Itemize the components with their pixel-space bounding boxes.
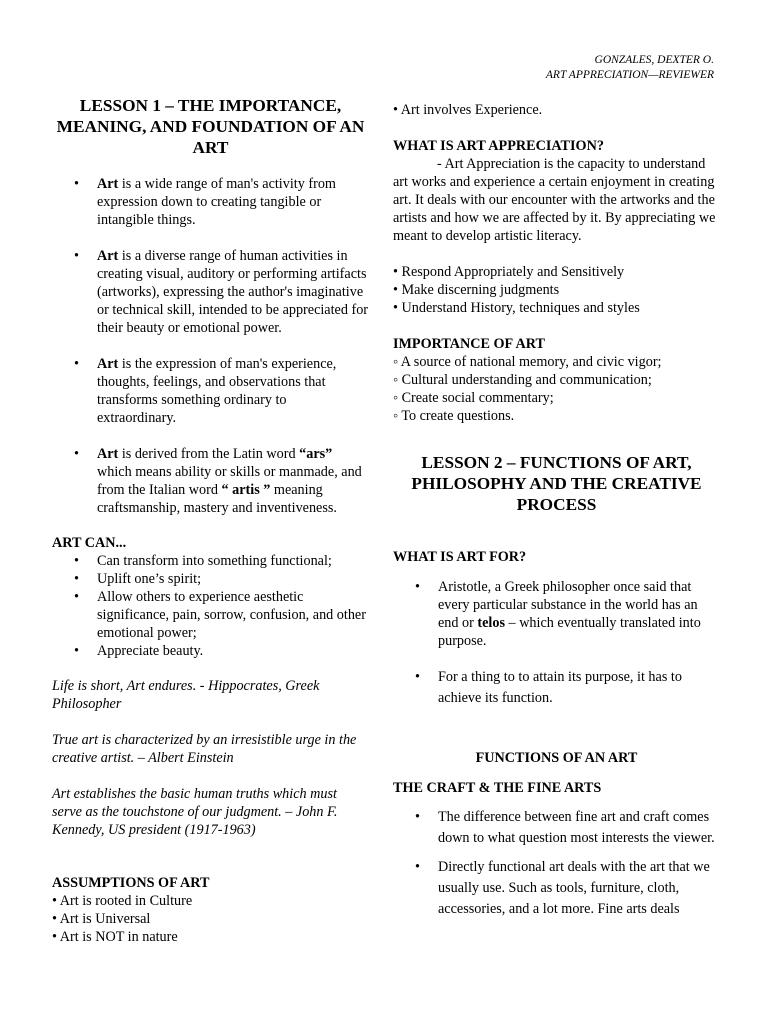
list-item: • Allow others to experience aesthetic significance, pain, sorrow, confusion, and other emotional power; (52, 588, 369, 642)
author-name: GONZALES, DEXTER O. (594, 54, 714, 66)
quote: Art establishes the basic human truths which must serve as the touchstone of our judgment. – John F. Kennedy, US president (1917-1963) (52, 786, 338, 838)
list-item: ◦ Cultural understanding and communication; (393, 372, 652, 388)
list-item: • Can transform into something functional; (52, 552, 369, 570)
left-column (52, 95, 369, 946)
list-item: ◦ A source of national memory, and civic vigor; (393, 354, 662, 370)
list-item: ◦ Create social commentary; (393, 390, 554, 406)
appreciation-heading: WHAT IS ART APPRECIATION? (393, 138, 604, 154)
craft-heading: THE CRAFT & THE FINE ARTS (393, 780, 602, 796)
list-item: • Art is NOT in nature (52, 929, 178, 945)
list-item: • Respond Appropriately and Sensitively (393, 264, 625, 280)
list-item: • Directly functional art deals with the art that we usually use. Such as tools, furniture, cloth, accessories, and a lot more. Fine arts deals (393, 857, 720, 920)
assumptions-heading: ASSUMPTIONS OF ART (52, 875, 210, 891)
art-can-heading: ART CAN... (52, 535, 127, 551)
document-subject: ART APPRECIATION—REVIEWER (545, 69, 714, 81)
quote: True art is characterized by an irresistible urge in the creative artist. – Albert Einstein (52, 732, 357, 766)
appreciation-text: - Art Appreciation is the capacity to understand art works and experience a certain enjoyment in creating art. It deals with our encounter with the artworks and the artists and how we are affected by it. By appreciating we meant to develop artistic literacy. (393, 156, 716, 244)
appreciation-list (393, 263, 720, 317)
lesson1-title: LESSON 1 – THE IMPORTANCE, MEANING, AND FOUNDATION OF AN ART (56, 96, 365, 157)
list-item: • Art is Universal (52, 911, 151, 927)
list-item: • Art is a diverse range of human activities in creating visual, auditory or performing artifacts (artworks), expressing the author's imaginative or technical skill, intended to be appreciated for their beauty or emotional power. (52, 247, 369, 337)
list-item: • Uplift one’s spirit; (52, 570, 369, 588)
craft-list (393, 807, 720, 920)
list-item: • Art is derived from the Latin word “ars” which means ability or skills or manmade, and from the Italian word “ artis ” meaning craftsmanship, mastery and inventiveness. (52, 445, 369, 517)
list-item: • Aristotle, a Greek philosopher once said that every particular substance in the world has an end or telos – which eventually translated into purpose. (393, 578, 720, 650)
list-item: • Art is the expression of man's experience, thoughts, feelings, and observations that transforms something ordinary to extraordinary. (52, 355, 369, 427)
list-item: • For a thing to to attain its purpose, it has to achieve its function. (393, 667, 720, 709)
art-can-list (52, 552, 369, 660)
list-item: • The difference between fine art and craft comes down to what question most interests the viewer. (393, 807, 720, 849)
list-item: • Art is rooted in Culture (52, 893, 193, 909)
list-item: • Art involves Experience. (393, 102, 543, 118)
page-header (546, 53, 714, 83)
quote: Life is short, Art endures. - Hippocrates, Greek Philosopher (52, 678, 320, 712)
lesson2-title: LESSON 2 – FUNCTIONS OF ART, PHILOSOPHY AND THE CREATIVE PROCESS (411, 453, 702, 514)
list-item: • Make discerning judgments (393, 282, 560, 298)
list-item: • Appreciate beauty. (52, 642, 369, 660)
right-column (393, 101, 720, 920)
functions-heading: FUNCTIONS OF AN ART (475, 750, 638, 766)
list-item: ◦ To create questions. (393, 408, 515, 424)
list-item: • Art is a wide range of man's activity from expression down to creating tangible or intangible things. (52, 175, 369, 229)
purpose-list (393, 578, 720, 709)
art-definitions-list (52, 175, 369, 517)
importance-heading: IMPORTANCE OF ART (393, 336, 545, 352)
what-is-art-for-heading: WHAT IS ART FOR? (393, 549, 527, 565)
list-item: • Understand History, techniques and styles (393, 300, 640, 316)
